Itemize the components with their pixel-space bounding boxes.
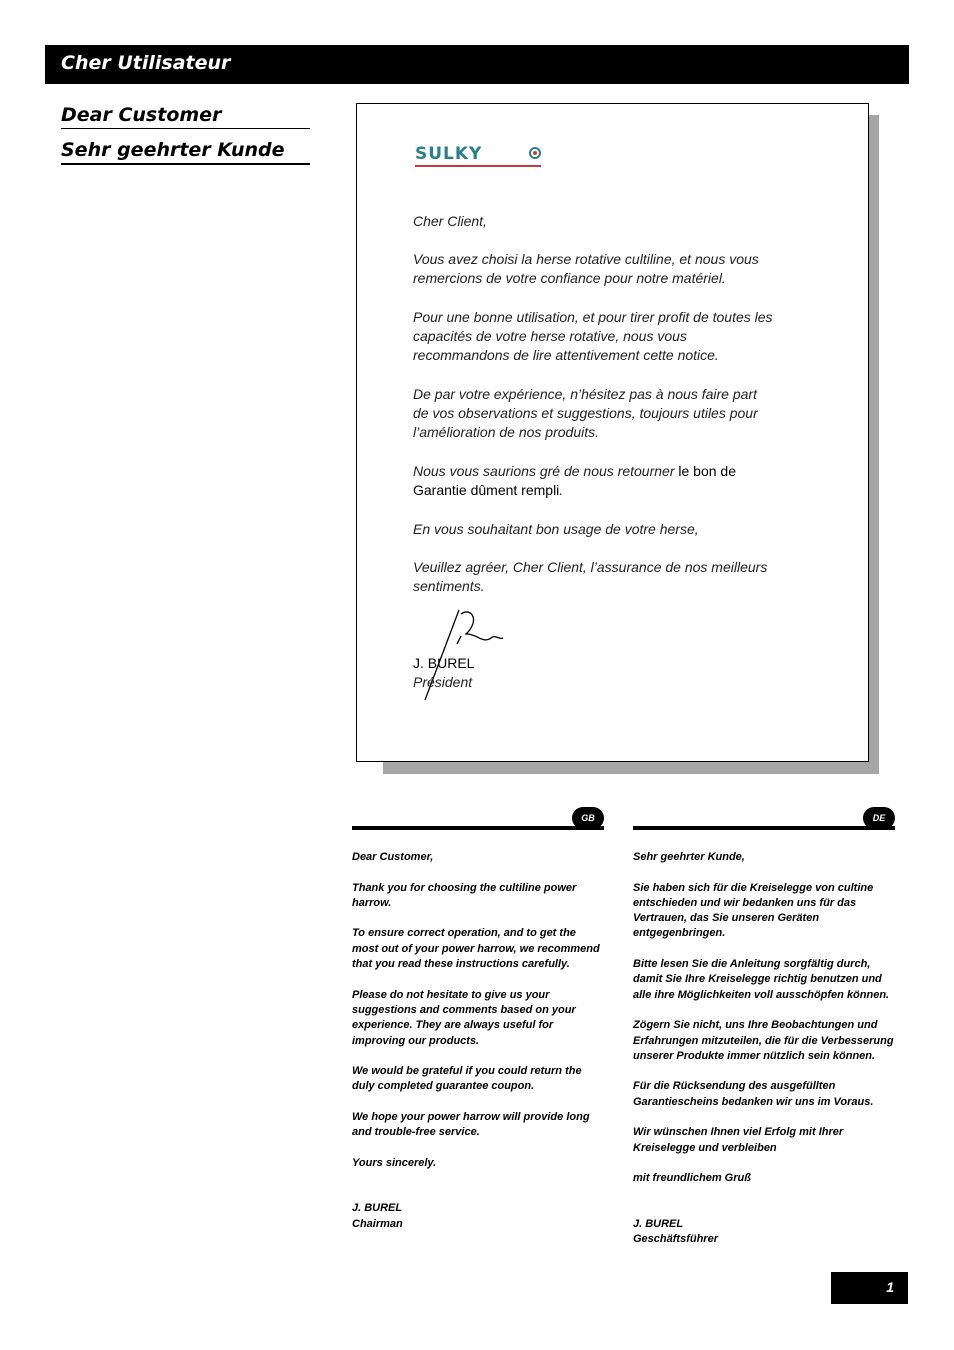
name-text: J. BUREL <box>352 1202 403 1215</box>
letter-paragraph: En vous souhaitant bon usage de votre herse, <box>413 521 699 537</box>
paragraph: Please do not hesitate to give us your suggestions and comments based on your experience. They are always useful for improving our products. <box>352 988 576 1047</box>
letter-paragraph: Pour une bonne utilisation, et pour tirer profit de toutes les capacités de votre herse rotative, nous vous recommandons de lire attentivement cette notice. <box>413 309 773 363</box>
paragraph: Für die Rücksendung des ausgefüllten Garantiescheins bedanken wir uns im Voraus. <box>633 1080 874 1108</box>
header-bar <box>45 45 909 84</box>
paragraph: Bitte lesen Sie die Anleitung sorgfältig durch, damit Sie Ihre Kreiselegge richtig benutzen und alle ihre Möglichkeiten voll ausschöpfen können. <box>633 958 890 1001</box>
signatory-role: Président <box>413 674 473 690</box>
signatory-name: J. BUREL <box>413 655 475 671</box>
letter-paragraph: Vous avez choisi la herse rotative cultiline, et nous vous remercions de votre confiance pour notre matériel. <box>413 251 759 286</box>
closing: Yours sincerely. <box>352 1156 437 1169</box>
column-rule <box>352 826 604 830</box>
paragraph: Thank you for choosing the cultiline power harrow. <box>352 881 577 909</box>
letter-greeting: Cher Client, <box>413 213 487 229</box>
letter-paragraph: Veuillez agréer, Cher Client, l’assurance de nos meilleurs sentiments. <box>413 559 768 594</box>
paragraph: To ensure correct operation, and to get the most out of your power harrow, we recommend that you read these instructions carefully. <box>352 927 600 971</box>
paragraph: Zögern Sie nicht, uns Ihre Beobachtungen und Erfahrungen mitzuteilen, die für die Verbesserung unserer Produkte immer nützlich sein können. <box>633 1019 894 1062</box>
greeting: Dear Customer, <box>352 851 434 863</box>
subtitle-english: Dear Customer <box>61 104 310 129</box>
english-letter <box>352 850 604 1232</box>
signatory-name <box>352 1201 604 1232</box>
column-rule <box>633 826 895 830</box>
logo-mark-icon <box>529 147 541 159</box>
page-title: Cher Utilisateur <box>61 52 231 74</box>
logo-text: SULKY <box>415 144 483 164</box>
letter-p4-start: Nous vous saurions gré de nous retourner <box>413 463 679 479</box>
paragraph: We would be grateful if you could return the duly completed guarantee coupon. <box>352 1065 582 1093</box>
subtitle-german: Sehr geehrter Kunde <box>61 139 310 165</box>
letter-paragraph: De par votre expérience, n’hésitez pas à nous faire part de vos observations et suggestions, toujours utiles pour l’amélioration de nos produits. <box>413 386 758 440</box>
page-number: 1 <box>886 1279 894 1295</box>
letter-p4-end: . <box>559 482 564 498</box>
letter-card <box>356 103 869 762</box>
warranty-coupon-text: le bon de Garantie dûment rempli <box>413 463 736 498</box>
name-text: J. BUREL <box>633 1217 684 1230</box>
paragraph: Sie haben sich für die Kreiselegge von cultine entschieden und wir bedanken uns für das Vertrauen, das Sie unseren Geräten entgegenbringen. <box>633 881 874 940</box>
letter-paragraph <box>413 462 773 500</box>
language-badge-de: DE <box>863 807 895 829</box>
role-text: Chairman <box>352 1217 403 1230</box>
german-letter <box>633 850 895 1247</box>
paragraph: We hope your power harrow will provide long and trouble-free service. <box>352 1111 590 1139</box>
language-badge-gb: GB <box>572 807 604 829</box>
page-number-box <box>831 1272 908 1304</box>
signatory-name <box>633 1217 895 1248</box>
greeting: Sehr geehrter Kunde, <box>633 851 745 863</box>
role-text: Geschäftsführer <box>633 1232 718 1245</box>
sulky-logo <box>415 144 545 168</box>
paragraph: Wir wünschen Ihnen viel Erfolg mit Ihrer Kreiselegge und verbleiben <box>633 1126 844 1154</box>
closing: mit freundlichem Gruß <box>633 1172 751 1185</box>
logo-underline <box>415 165 541 167</box>
